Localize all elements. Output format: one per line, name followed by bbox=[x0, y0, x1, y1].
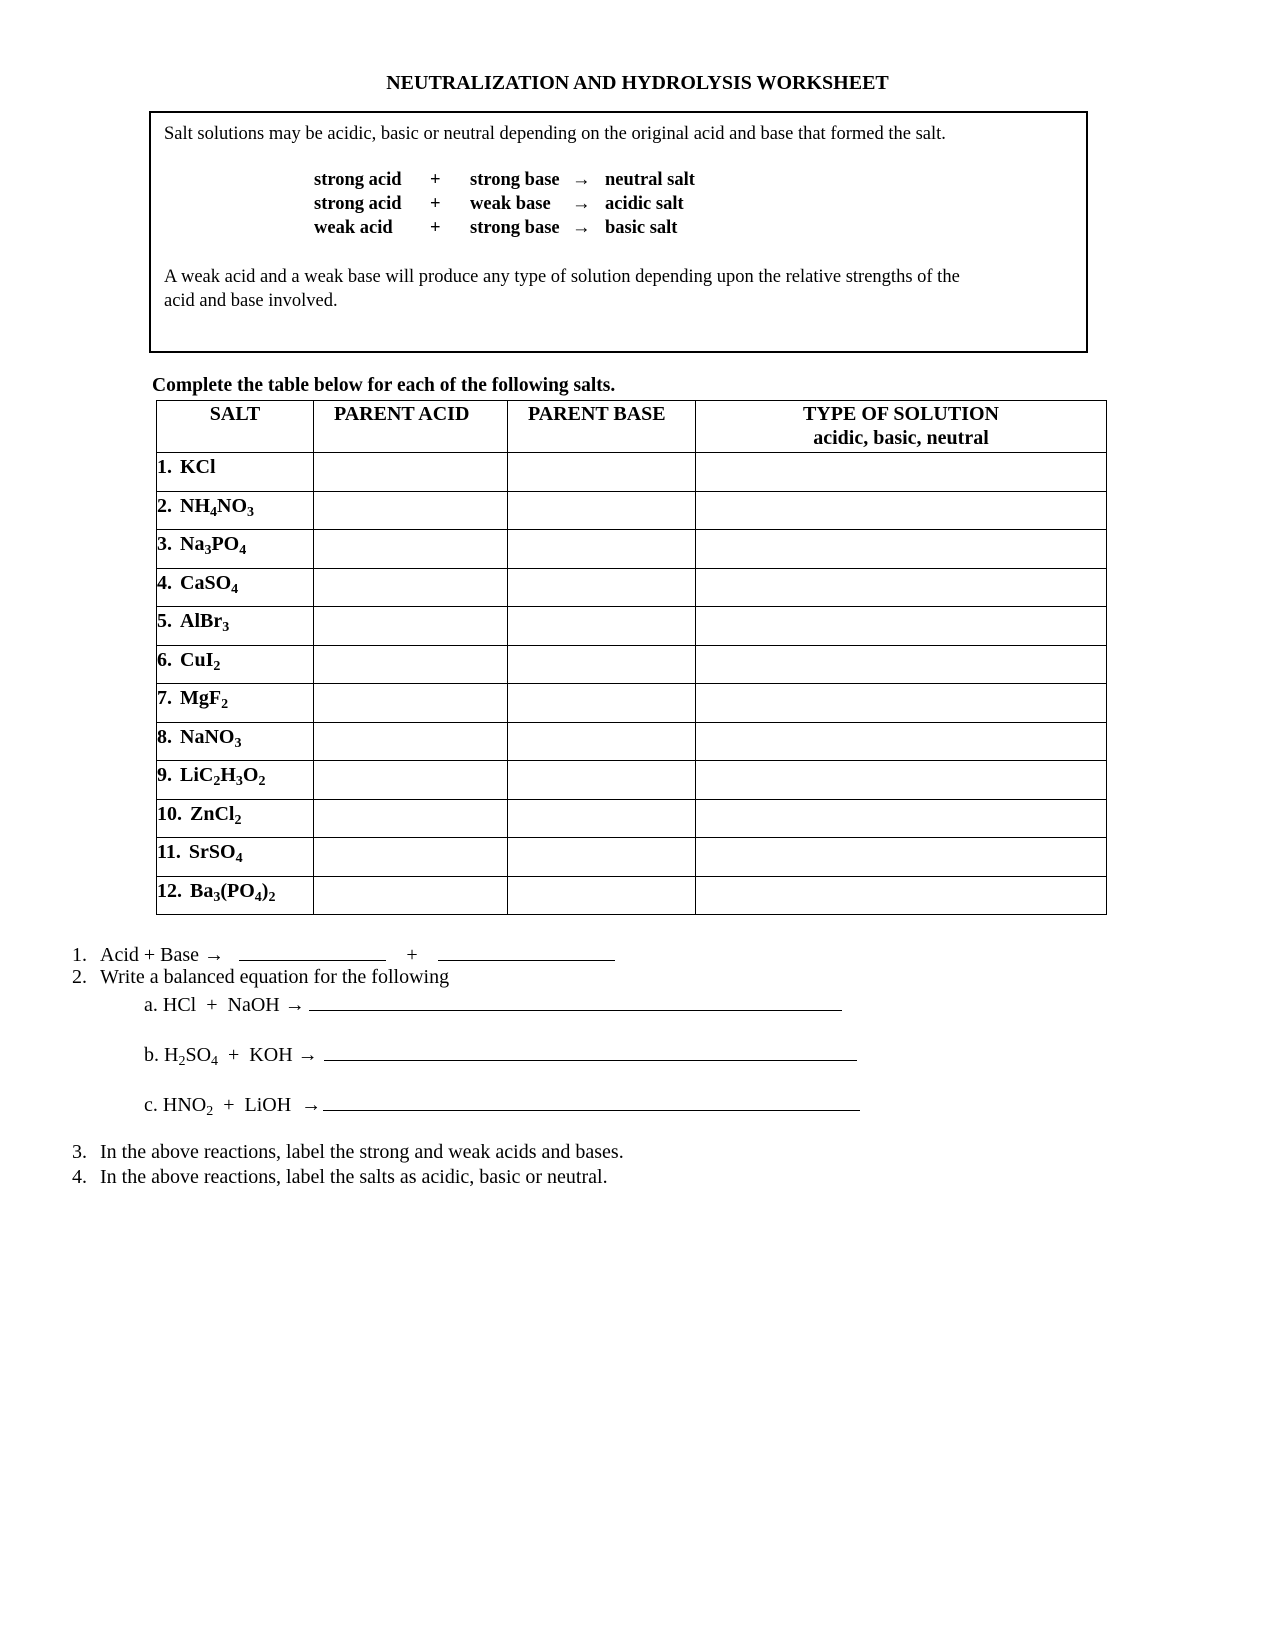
table-row bbox=[157, 838, 1107, 877]
row-number: 10. bbox=[157, 802, 182, 825]
formula-text: HCl + NaOH → bbox=[162, 994, 305, 1016]
rule-acid: strong acid bbox=[314, 194, 402, 214]
parent-acid-cell[interactable] bbox=[314, 876, 508, 915]
formula-subscript: 3 bbox=[222, 620, 230, 635]
parent-base-cell[interactable] bbox=[508, 876, 696, 915]
table-row bbox=[157, 491, 1107, 530]
formula-subscript: 2 bbox=[234, 812, 242, 828]
rule-row bbox=[314, 168, 695, 192]
parent-base-cell[interactable] bbox=[508, 568, 696, 607]
question-text: Write a balanced equation for the following bbox=[100, 966, 450, 988]
formula-subscript: 2 bbox=[206, 1104, 214, 1119]
formula-text: SrSO bbox=[188, 841, 236, 863]
row-number: 4. bbox=[157, 571, 172, 594]
row-number: 2. bbox=[157, 494, 172, 517]
row-number: 7. bbox=[157, 687, 172, 709]
salt-cell bbox=[157, 607, 314, 646]
salt-formula bbox=[180, 571, 239, 597]
row-number: 1. bbox=[157, 456, 172, 478]
salt-formula bbox=[180, 494, 254, 520]
formula-text: PO bbox=[211, 533, 240, 555]
solution-type-cell[interactable] bbox=[696, 722, 1107, 761]
question-number: 1. bbox=[72, 944, 87, 966]
solution-type-cell[interactable] bbox=[696, 799, 1107, 838]
solution-type-cell[interactable] bbox=[696, 453, 1107, 492]
parent-base-cell[interactable] bbox=[508, 722, 696, 761]
reaction-formula bbox=[164, 1044, 318, 1069]
part-label: b. bbox=[144, 1044, 159, 1066]
salt-cell bbox=[157, 761, 314, 800]
table-row bbox=[157, 530, 1107, 569]
parent-base-cell[interactable] bbox=[508, 453, 696, 492]
rule-base: weak base bbox=[470, 194, 551, 214]
parent-acid-cell[interactable] bbox=[314, 568, 508, 607]
formula-subscript: 4 bbox=[254, 889, 262, 905]
question-2c bbox=[144, 1090, 860, 1118]
salt-cell bbox=[157, 568, 314, 607]
questions bbox=[72, 940, 1172, 1188]
type-header-line1: TYPE OF SOLUTION bbox=[803, 403, 999, 425]
intro-paragraph: A weak acid and a weak base will produce any type of solution depending upon the relative strengths of the acid and base involved. bbox=[164, 267, 960, 311]
solution-type-cell[interactable] bbox=[696, 491, 1107, 530]
formula-subscript: 3 bbox=[247, 504, 254, 520]
formula-text: Ba bbox=[190, 879, 214, 902]
parent-acid-cell[interactable] bbox=[314, 761, 508, 800]
solution-type-cell[interactable] bbox=[696, 530, 1107, 569]
solution-type-cell[interactable] bbox=[696, 684, 1107, 723]
parent-acid-cell[interactable] bbox=[314, 645, 508, 684]
rule-result: acidic salt bbox=[605, 194, 684, 214]
formula-subscript: 4 bbox=[235, 851, 243, 866]
parent-acid-cell[interactable] bbox=[314, 530, 508, 569]
formula-subscript: 4 bbox=[239, 543, 247, 558]
question-text: In the above reactions, label the salts as acidic, basic or neutral. bbox=[100, 1166, 608, 1188]
salt-rules bbox=[314, 168, 695, 240]
parent-acid-cell[interactable] bbox=[314, 684, 508, 723]
row-number: 12. bbox=[157, 879, 182, 902]
type-header-line2: acidic, basic, neutral bbox=[813, 427, 989, 449]
formula-subscript: 2 bbox=[258, 774, 266, 789]
table-row bbox=[157, 568, 1107, 607]
formula-text: CuI bbox=[180, 648, 214, 671]
formula-text: ) bbox=[261, 879, 269, 902]
salt-cell bbox=[157, 876, 314, 915]
salt-formula bbox=[180, 456, 216, 478]
salt-formula bbox=[188, 841, 243, 866]
solution-type-cell[interactable] bbox=[696, 876, 1107, 915]
parent-acid-cell[interactable] bbox=[314, 607, 508, 646]
rule-base: strong base bbox=[470, 218, 560, 238]
salt-cell bbox=[157, 684, 314, 723]
rule-plus: + bbox=[430, 218, 441, 238]
row-number: 6. bbox=[157, 648, 172, 671]
salt-formula bbox=[180, 687, 229, 712]
formula-text: H bbox=[220, 764, 236, 786]
table-caption: Complete the table below for each of the following salts. bbox=[152, 375, 616, 396]
table-row bbox=[157, 607, 1107, 646]
rule-row bbox=[314, 192, 695, 216]
column-header-type-of-solution bbox=[696, 401, 1107, 453]
arrow-icon: → bbox=[572, 170, 591, 190]
rule-row bbox=[314, 216, 695, 240]
formula-text: ZnCl bbox=[190, 802, 235, 825]
parent-base-cell[interactable] bbox=[508, 645, 696, 684]
row-number: 11. bbox=[157, 841, 181, 863]
answer-blank[interactable] bbox=[309, 990, 842, 1011]
salt-cell bbox=[157, 453, 314, 492]
question-2a bbox=[144, 990, 842, 1018]
question-3 bbox=[72, 1140, 624, 1165]
reaction-formula bbox=[162, 1094, 322, 1119]
formula-subscript: 4 bbox=[231, 581, 239, 597]
salt-formula bbox=[180, 764, 266, 789]
salt-cell bbox=[157, 838, 314, 877]
table-row bbox=[157, 761, 1107, 800]
row-number: 9. bbox=[157, 764, 172, 786]
formula-subscript: 3 bbox=[235, 774, 243, 789]
salt-cell bbox=[157, 722, 314, 761]
table-header-row bbox=[157, 401, 1107, 453]
parent-base-cell[interactable] bbox=[508, 838, 696, 877]
parent-base-cell[interactable] bbox=[508, 684, 696, 723]
salt-formula bbox=[180, 648, 221, 674]
salt-cell bbox=[157, 645, 314, 684]
intro-box bbox=[149, 111, 1088, 353]
answer-blank[interactable] bbox=[323, 1090, 860, 1111]
formula-text: MgF bbox=[180, 687, 222, 709]
parent-base-cell[interactable] bbox=[508, 530, 696, 569]
solution-type-cell[interactable] bbox=[696, 838, 1107, 877]
salt-formula bbox=[190, 879, 276, 905]
plus-sign: + bbox=[406, 944, 418, 966]
salt-formula bbox=[180, 533, 247, 558]
row-number: 8. bbox=[157, 725, 172, 748]
formula-subscript: 3 bbox=[234, 735, 242, 751]
solution-type-cell[interactable] bbox=[696, 568, 1107, 607]
rule-acid: weak acid bbox=[314, 218, 393, 238]
parent-base-cell[interactable] bbox=[508, 491, 696, 530]
formula-text: O bbox=[242, 764, 259, 786]
formula-subscript: 3 bbox=[213, 889, 221, 905]
row-number: 3. bbox=[157, 533, 172, 555]
parent-acid-cell[interactable] bbox=[314, 838, 508, 877]
table-row bbox=[157, 684, 1107, 723]
formula-text: SO bbox=[185, 1044, 212, 1066]
formula-text: (PO bbox=[220, 879, 255, 902]
formula-text: CaSO bbox=[180, 571, 232, 594]
intro-paragraph: Salt solutions may be acidic, basic or neutral depending on the original acid and base that formed the salt. bbox=[164, 124, 946, 144]
parent-acid-cell[interactable] bbox=[314, 799, 508, 838]
rule-plus: + bbox=[430, 170, 441, 190]
page-title: NEUTRALIZATION AND HYDROLYSIS WORKSHEET bbox=[386, 72, 889, 94]
arrow-icon: → bbox=[572, 218, 591, 238]
answer-blank[interactable] bbox=[324, 1040, 857, 1061]
formula-text: H bbox=[164, 1044, 179, 1066]
formula-subscript: 2 bbox=[213, 774, 221, 789]
salt-formula bbox=[180, 610, 230, 635]
parent-base-cell[interactable] bbox=[508, 799, 696, 838]
table-row bbox=[157, 645, 1107, 684]
question-text: Acid + Base → bbox=[100, 944, 225, 966]
formula-text: + LiOH → bbox=[213, 1094, 322, 1116]
question-4 bbox=[72, 1165, 608, 1190]
rule-result: neutral salt bbox=[605, 170, 695, 190]
salt-table bbox=[156, 400, 1107, 915]
question-2b bbox=[144, 1040, 857, 1068]
formula-text: NO bbox=[217, 494, 247, 517]
table-row bbox=[157, 876, 1107, 915]
question-number: 4. bbox=[72, 1166, 87, 1188]
reaction-formula bbox=[163, 994, 305, 1016]
parent-acid-cell[interactable] bbox=[314, 722, 508, 761]
table-row bbox=[157, 722, 1107, 761]
part-label: c. bbox=[144, 1094, 158, 1116]
arrow-icon: → bbox=[572, 194, 591, 214]
formula-text: LiC bbox=[180, 764, 214, 786]
formula-subscript: 3 bbox=[204, 543, 212, 558]
formula-text: NH bbox=[180, 494, 210, 517]
question-number: 2. bbox=[72, 966, 87, 988]
table-row bbox=[157, 799, 1107, 838]
column-header-parent-acid: PARENT ACID bbox=[314, 401, 508, 453]
question-number: 3. bbox=[72, 1141, 87, 1163]
formula-subscript: 2 bbox=[268, 889, 276, 905]
column-header-parent-base: PARENT BASE bbox=[508, 401, 696, 453]
question-2 bbox=[72, 965, 1172, 990]
question-text: In the above reactions, label the strong and weak acids and bases. bbox=[100, 1141, 624, 1163]
salt-cell bbox=[157, 491, 314, 530]
rule-base: strong base bbox=[470, 170, 560, 190]
solution-type-cell[interactable] bbox=[696, 607, 1107, 646]
formula-text: KCl bbox=[180, 456, 216, 478]
formula-subscript: 4 bbox=[210, 504, 217, 520]
question-1 bbox=[72, 940, 1172, 965]
formula-subscript: 4 bbox=[211, 1054, 219, 1069]
formula-subscript: 2 bbox=[221, 697, 229, 712]
formula-text: HNO bbox=[162, 1094, 207, 1116]
salt-cell bbox=[157, 799, 314, 838]
rule-plus: + bbox=[430, 194, 441, 214]
parent-base-cell[interactable] bbox=[508, 607, 696, 646]
parent-acid-cell[interactable] bbox=[314, 453, 508, 492]
rule-result: basic salt bbox=[605, 218, 678, 238]
formula-text: + KOH → bbox=[218, 1044, 318, 1066]
formula-text: Na bbox=[180, 533, 205, 555]
salt-cell bbox=[157, 530, 314, 569]
table-row bbox=[157, 453, 1107, 492]
salt-formula bbox=[180, 725, 242, 751]
formula-text: AlBr bbox=[180, 610, 223, 632]
rule-acid: strong acid bbox=[314, 170, 402, 190]
answer-blank[interactable] bbox=[239, 940, 386, 961]
row-number: 5. bbox=[157, 610, 172, 632]
formula-text: NaNO bbox=[180, 725, 235, 748]
part-label: a. bbox=[144, 994, 158, 1016]
solution-type-cell[interactable] bbox=[696, 761, 1107, 800]
solution-type-cell[interactable] bbox=[696, 645, 1107, 684]
formula-subscript: 2 bbox=[213, 658, 221, 674]
answer-blank[interactable] bbox=[438, 940, 615, 961]
parent-base-cell[interactable] bbox=[508, 761, 696, 800]
formula-subscript: 2 bbox=[178, 1054, 186, 1069]
parent-acid-cell[interactable] bbox=[314, 491, 508, 530]
salt-formula bbox=[190, 802, 242, 828]
column-header-salt: SALT bbox=[157, 401, 314, 453]
